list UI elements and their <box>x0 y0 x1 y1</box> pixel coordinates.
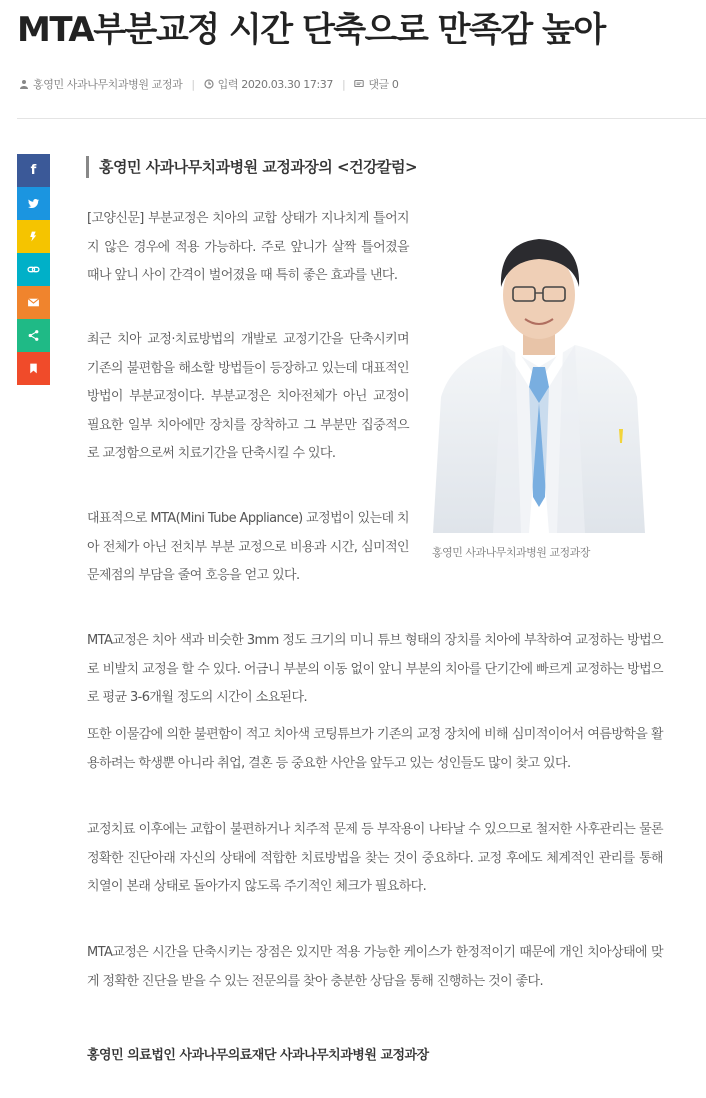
facebook-icon: f <box>30 163 37 178</box>
comments-link[interactable] <box>354 76 398 92</box>
photo-caption: 홍영민 사과나무치과병원 교정과장 <box>432 546 590 559</box>
article-paragraph: MTA교정은 시간을 단축시키는 장점은 있지만 적용 가능한 케이스가 한정적이기 때문에 개인 치아상태에 맞게 정확한 진단을 받을 수 있는 전문의를 찾아 충분한 상담을 통해 진행하는 것이 좋다. <box>87 945 663 989</box>
kakaostory-icon <box>27 230 40 243</box>
share-kakaostory-button[interactable] <box>17 220 50 253</box>
article-meta <box>19 76 398 92</box>
bookmark-button[interactable] <box>17 352 50 385</box>
column-subtitle: 홍영민 사과나무치과병원 교정과장의 <건강칼럼> <box>86 156 417 178</box>
header-divider <box>17 118 706 119</box>
person-icon <box>19 79 29 89</box>
author-info <box>19 76 182 92</box>
author-photo <box>433 207 645 533</box>
link-icon <box>27 263 40 276</box>
article-paragraph: 또한 이물감에 의한 불편함이 적고 치아색 코팅튜브가 기존의 교정 장치에 비해 심미적이어서 여름방학을 활용하려는 학생뿐 아니라 취업, 결혼 등 중요한 사안을 앞두고 있는 성인들도 많이 찾고 있다. <box>87 727 663 771</box>
author-signature: 홍영민 의료법인 사과나무의료재단 사과나무치과병원 교정과장 <box>87 1048 429 1063</box>
share-more-button[interactable] <box>17 319 50 352</box>
comments-count[interactable]: 댓글 0 <box>368 78 399 91</box>
clock-icon <box>204 79 214 89</box>
share-bar <box>17 154 50 385</box>
article-paragraph: 최근 치아 교정·치료방법의 개발로 교정기간을 단축시키며 기존의 불편함을 해소할 방법들이 등장하고 있는데 대표적인 방법이 부분교정이다. 부분교정은 치아전체가 아닌 교정이 필요한 일부 치아에만 장치를 장착하고 그 부분만 집중적으로 교정함으로써 치료기간을 단축시킬 수 있다. <box>87 332 409 461</box>
share-link-button[interactable] <box>17 253 50 286</box>
publish-date <box>204 76 333 92</box>
publish-date-text: 입력 2020.03.30 17:37 <box>217 78 333 91</box>
share-facebook-button[interactable] <box>17 154 50 187</box>
bookmark-icon <box>27 362 40 375</box>
article-headline: MTA부분교정 시간 단축으로 만족감 높아 <box>17 10 605 50</box>
meta-divider: | <box>191 77 195 91</box>
article-paragraph: MTA교정은 치아 색과 비슷한 3mm 정도 크기의 미니 튜브 형태의 장치를 치아에 부착하여 교정하는 방법으로 비발치 교정을 할 수 있다. 어금니 부분의 이동 없이 앞니 부분의 치아를 단기간에 빠르게 교정하는 방법으로 평균 3-6개월 정도의 시간이 소요된다. <box>87 633 663 705</box>
share-email-button[interactable] <box>17 286 50 319</box>
twitter-icon <box>27 197 40 210</box>
share-icon <box>27 329 40 342</box>
share-twitter-button[interactable] <box>17 187 50 220</box>
article-paragraph: 대표적으로 MTA(Mini Tube Appliance) 교정법이 있는데 치아 전체가 아닌 전치부 부분 교정으로 비용과 시간, 심미적인 문제점의 부담을 줄여 호응을 얻고 있다. <box>87 511 409 583</box>
article-paragraph: 교정치료 이후에는 교합이 불편하거나 치주적 문제 등 부작용이 나타날 수 있으므로 철저한 사후관리는 물론 정확한 진단아래 자신의 상태에 적합한 치료방법을 찾는 것이 중요하다. 교정 후에도 체계적인 관리를 통해 치열이 본래 상태로 돌아가지 않도록 주기적인 체크가 필요하다. <box>87 822 663 894</box>
meta-divider: | <box>342 77 346 91</box>
author-name: 홍영민 사과나무치과병원 교정과 <box>33 78 183 91</box>
article-paragraph: [고양신문] 부분교정은 치아의 교합 상태가 지나치게 틀어지지 않은 경우에 적용 가능하다. 주로 앞니가 살짝 틀어졌을 때나 앞니 사이 간격이 벌어졌을 때 특히 좋은 효과를 낸다. <box>87 211 409 283</box>
comment-icon <box>354 79 364 89</box>
email-icon <box>27 296 40 309</box>
